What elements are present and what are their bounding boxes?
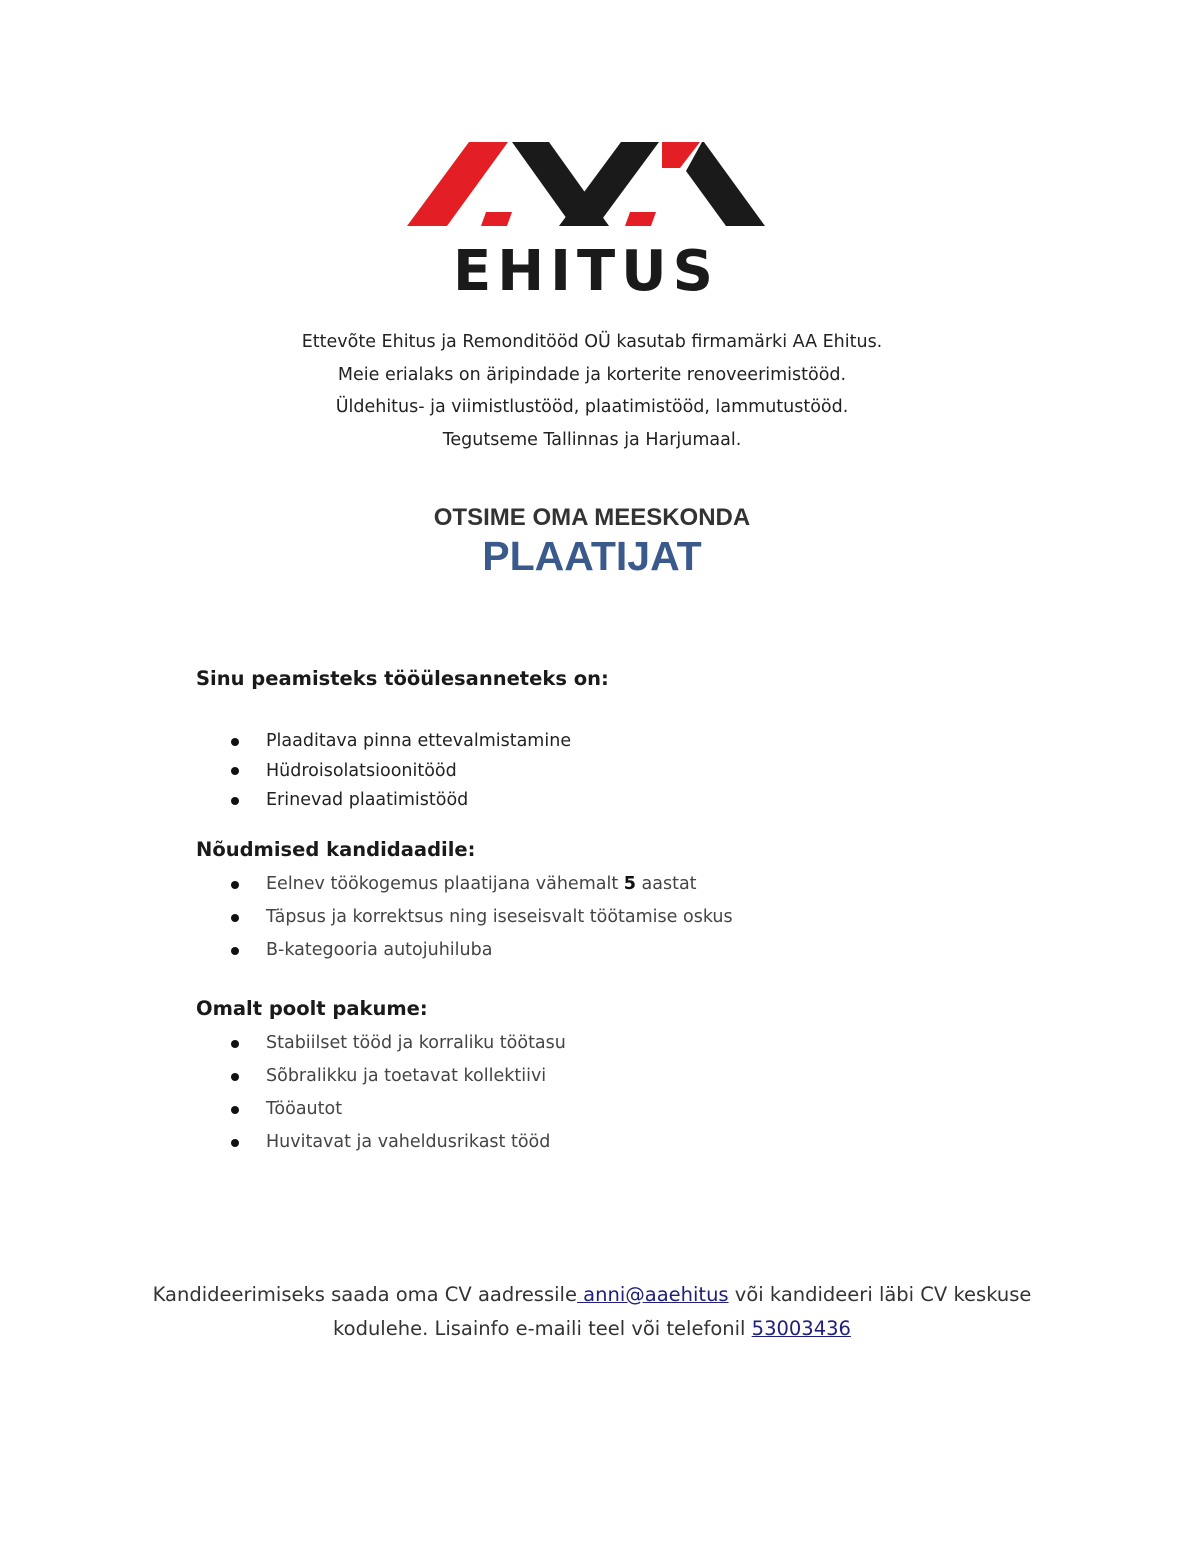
- bullet-icon: [231, 914, 239, 922]
- offers-list: [228, 1027, 566, 1159]
- contact-text: Kandideerimiseks saada oma CV aadressile: [152, 1283, 577, 1306]
- list-item: [228, 868, 733, 901]
- experience-years: 5: [623, 874, 636, 894]
- seeking-heading: OTSIME OMA MEESKONDA: [433, 504, 751, 531]
- logo-wordmark: EHITUS: [453, 239, 719, 296]
- contact-line: [0, 1278, 1184, 1312]
- list-item-text: Täpsus ja korrektsus ning iseseisvalt töötamise oskus: [266, 907, 733, 927]
- bullet-icon: [231, 1073, 239, 1081]
- list-item: [228, 1093, 566, 1126]
- contact-line: [0, 1312, 1184, 1346]
- bullet-icon: [231, 797, 239, 805]
- list-item-text: Sõbralikku ja toetavat kollektiivi: [266, 1066, 547, 1086]
- intro-line: Tegutseme Tallinnas ja Harjumaal.: [442, 429, 742, 450]
- tasks-heading: Sinu peamisteks tööülesanneteks on:: [196, 667, 609, 690]
- requirements-list: [228, 868, 733, 967]
- list-item: [228, 1027, 566, 1060]
- list-item-text: aastat: [635, 874, 697, 894]
- contact-text: kodulehe. Lisainfo e-maili teel või telefonil: [333, 1317, 752, 1340]
- bullet-icon: [231, 1139, 239, 1147]
- list-item-text: Stabiilset tööd ja korraliku töötasu: [266, 1033, 566, 1053]
- offers-heading: Omalt poolt pakume:: [196, 997, 428, 1020]
- intro-line: Meie erialaks on äripindade ja korterite renoveerimistööd.: [337, 364, 847, 385]
- requirements-heading: Nõudmised kandidaadile:: [196, 838, 476, 861]
- list-item: [228, 727, 571, 757]
- roof-aa-logo-icon: [407, 142, 765, 226]
- intro-line: Üldehitus- ja viimistlustööd, plaatimistööd, lammutustööd.: [335, 397, 849, 418]
- red-roof-bar-right-shape: [625, 212, 656, 226]
- tasks-list: [228, 727, 571, 816]
- contact-info: [0, 1278, 1184, 1346]
- list-item: [228, 901, 733, 934]
- list-item: [228, 786, 571, 816]
- list-item-text: Plaaditava pinna ettevalmistamine: [266, 731, 572, 751]
- list-item-text: Erinevad plaatimistööd: [266, 790, 469, 810]
- aa-ehitus-logo: [404, 138, 768, 296]
- company-intro: [0, 326, 1184, 456]
- bullet-icon: [231, 1040, 239, 1048]
- list-item: [228, 757, 571, 787]
- list-item: [228, 934, 733, 967]
- dark-roof-right-shape: [686, 142, 765, 226]
- list-item-text: B-kategooria autojuhiluba: [266, 940, 493, 960]
- list-item: [228, 1060, 566, 1093]
- intro-line: Ettevõte Ehitus ja Remonditööd OÜ kasutab firmamärki AA Ehitus.: [301, 332, 883, 352]
- list-item-text: Huvitavat ja vaheldusrikast tööd: [266, 1132, 551, 1152]
- list-item: [228, 1126, 566, 1159]
- list-item-text: Eelnev töökogemus plaatijana vähemalt: [266, 874, 624, 894]
- bullet-icon: [231, 1106, 239, 1114]
- bullet-icon: [231, 767, 239, 775]
- bullet-icon: [231, 881, 239, 889]
- email-link[interactable]: anni@aaehitus: [576, 1283, 729, 1306]
- position-title: PLAATIJAT: [482, 533, 702, 579]
- contact-text: või kandideeri läbi CV keskuse: [728, 1283, 1032, 1306]
- phone-link[interactable]: 53003436: [751, 1317, 851, 1340]
- list-item-text: Hüdroisolatsioonitööd: [266, 760, 457, 781]
- list-item-text: Tööautot: [266, 1099, 343, 1119]
- bullet-icon: [231, 947, 239, 955]
- bullet-icon: [231, 738, 239, 746]
- red-roof-bar-shape: [481, 212, 512, 226]
